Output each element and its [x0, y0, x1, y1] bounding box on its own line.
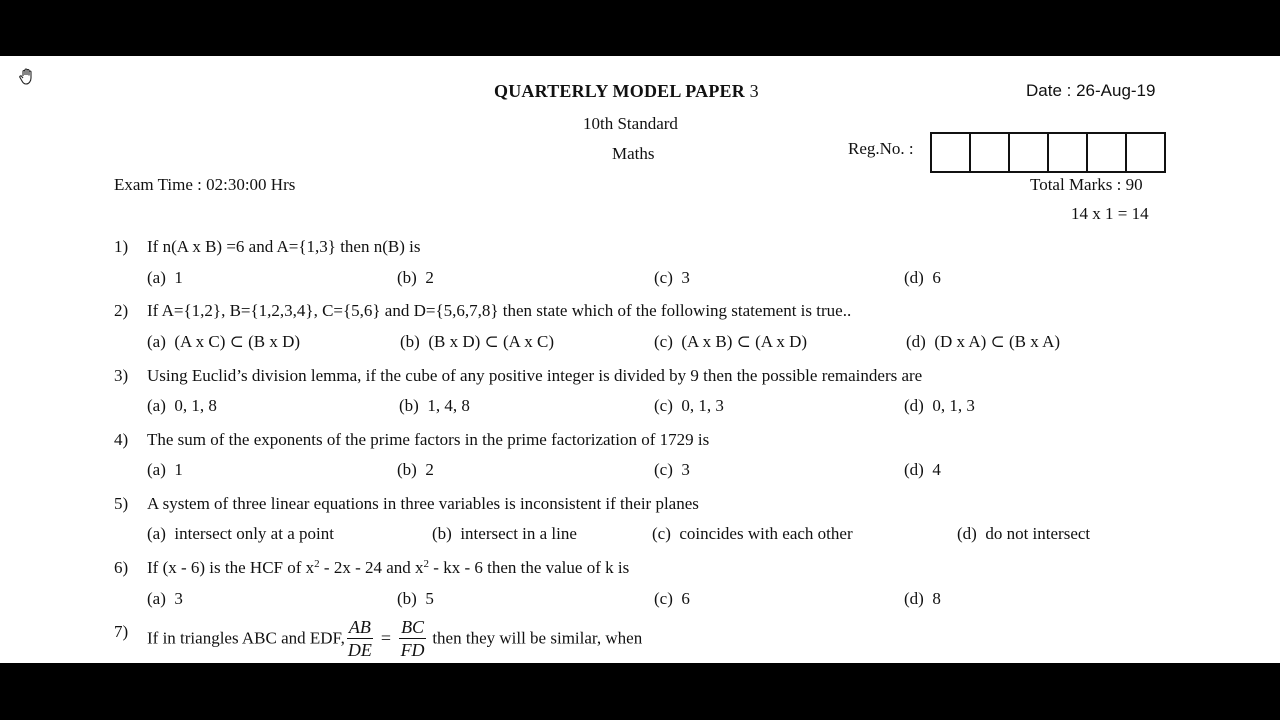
section-marks: 14 x 1 = 14	[1071, 204, 1149, 223]
option-a: (a) 1	[147, 460, 183, 479]
option-c: (c) 0, 1, 3	[654, 396, 724, 415]
reg-no-box	[1086, 132, 1127, 173]
reg-no-label: Reg.No. :	[848, 139, 914, 158]
question-number: 3)	[114, 366, 129, 385]
question-text: A system of three linear equations in three variables is inconsistent if their planes	[147, 494, 699, 513]
option-d: (d) 4	[904, 460, 941, 479]
reg-no-box	[1008, 132, 1049, 173]
fraction-ab-de: $\frac{AB}{DE}$	[347, 617, 372, 660]
reg-no-boxes	[930, 132, 1166, 173]
question-number: 4)	[114, 430, 129, 449]
subject-label: Maths	[612, 144, 655, 163]
question-number: 1)	[114, 237, 129, 256]
question-text: If A={1,2}, B={1,2,3,4}, C={5,6} and D={5,6,7,8} then state which of the following statement is true..	[147, 301, 852, 320]
option-a: (a) 3	[147, 589, 183, 608]
fraction-bc-fd: $\frac{BC}{FD}$	[400, 617, 425, 660]
option-d: (d) do not intersect	[957, 524, 1091, 543]
option-b: (b) 1, 4, 8	[399, 396, 470, 415]
option-c: (c) 3	[654, 268, 690, 287]
option-d: (d) 6	[904, 268, 941, 287]
option-a: (a) intersect only at a point	[147, 524, 334, 543]
question-number: 7)	[114, 622, 129, 641]
question-text: If n(A x B) =6 and A={1,3} then n(B) is	[147, 237, 421, 256]
question-number: 2)	[114, 301, 129, 320]
option-d: (d) (D x A) ⊂ (B x A)	[906, 332, 1061, 351]
option-c: (c) (A x B) ⊂ (A x D)	[654, 332, 808, 351]
hand-cursor-icon	[17, 67, 37, 87]
reg-no-box	[1047, 132, 1088, 173]
reg-no-box	[1125, 132, 1166, 173]
reg-no-box	[969, 132, 1010, 173]
option-d: (d) 8	[904, 589, 941, 608]
total-marks: Total Marks : 90	[1030, 175, 1143, 194]
option-b: (b) 2	[397, 460, 434, 479]
question-text: The sum of the exponents of the prime factors in the prime factorization of 1729 is	[147, 430, 710, 449]
option-c: (c) coincides with each other	[652, 524, 853, 543]
question-text: If (x - 6) is the HCF of $x^2 - 2x - 24$ and $x^2$ - kx - 6 then the value of k is	[147, 558, 630, 577]
option-c: (c) 6	[654, 589, 690, 608]
option-a: (a) 0, 1, 8	[147, 396, 217, 415]
question-text: Using Euclid’s division lemma, if the cube of any positive integer is divided by 9 then the possible remainders are	[147, 366, 923, 385]
option-a: (a) 1	[147, 268, 183, 287]
option-c: (c) 3	[654, 460, 690, 479]
question-text: If in triangles ABC and EDF, $\frac{AB}{DE}$ = $\frac{BC}{FD}$ then they will be similar, when	[147, 617, 643, 660]
exam-time: Exam Time : 02:30:00 Hrs	[114, 175, 296, 194]
question-number: 6)	[114, 558, 129, 577]
exam-paper-page	[0, 56, 1280, 663]
paper-title: QUARTERLY MODEL PAPER 3	[494, 81, 759, 101]
option-b: (b) 2	[397, 268, 434, 287]
option-b: (b) intersect in a line	[432, 524, 577, 543]
standard-label: 10th Standard	[583, 114, 678, 133]
option-a: (a) (A x C) ⊂ (B x D)	[147, 332, 301, 351]
reg-no-box	[930, 132, 971, 173]
option-b: (b) (B x D) ⊂ (A x C)	[400, 332, 555, 351]
option-d: (d) 0, 1, 3	[904, 396, 975, 415]
option-b: (b) 5	[397, 589, 434, 608]
question-number: 5)	[114, 494, 129, 513]
exam-date: Date : 26-Aug-19	[1026, 81, 1156, 100]
